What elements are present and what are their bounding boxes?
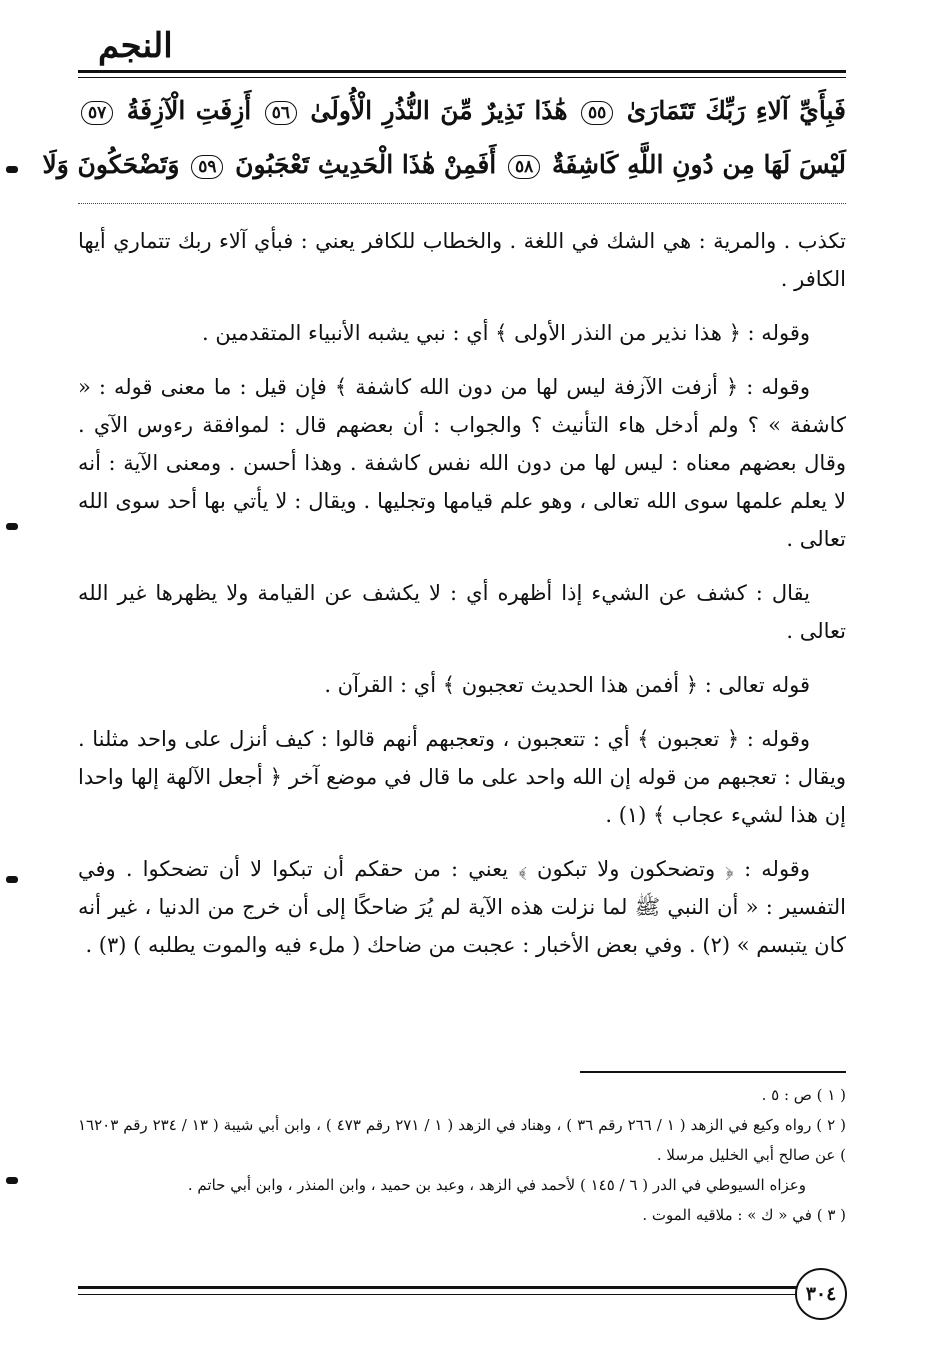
ayah-text: لَيْسَ لَهَا مِن دُونِ اللَّهِ كَاشِفَةٌ	[551, 150, 846, 179]
scan-edge-mark	[6, 523, 18, 530]
paragraph: يقال : كشف عن الشيء إذا أظهره أي : لا يكشف عن القيامة ولا يظهرها غير الله تعالى .	[78, 581, 846, 643]
footer-rule-thick	[78, 1286, 846, 1289]
quran-line-1	[78, 96, 846, 125]
paragraph: وقوله : ﴿ تعجبون ﴾ أي : تتعجبون ، وتعجبهم أنهم قالوا : كيف أنزل على واحد مثلنا . ويقال : تعجبهم من قوله إن الله واحد على ما قال في موضع آخر ﴿ أجعل الآلهة إلها واحدا إن هذا لشيء عجاب ﴾ (١) .	[78, 727, 846, 827]
ayah-number: ٥٦	[265, 101, 297, 125]
header-rule-thick	[78, 70, 846, 73]
ayah-text: فَبِأَيِّ آلاءِ رَبِّكَ تَتَمَارَىٰ	[626, 96, 846, 125]
commentary-body	[78, 222, 846, 964]
ayah-text: أَزِفَتِ الْآزِفَةُ	[126, 96, 252, 125]
header-rule-thin	[78, 77, 846, 78]
footnote: ( ١ ) ص : ٥ .	[761, 1086, 846, 1104]
ayah-text: هَٰذَا نَذِيرٌ مِّنَ النُّذُرِ الْأُولَىٰ	[310, 96, 568, 125]
paragraph: وقوله : ﴿ أزفت الآزفة ليس لها من دون الله كاشفة ﴾ فإن قيل : ما معنى قوله : « كاشفة » ؟ ولم أدخل هاء التأنيث ؟ والجواب : أن بعضهم قال : لموافقة رءوس الآي . وقال بعضهم معناه : ليس لها من دون الله نفس كاشفة . وهذا أحسن . ومعنى الآية : أنه لا يعلم علمها سوى الله تعالى ، وهو علم قيامها وتجليها . ويقال : لا يأتي بها أحد سوى الله تعالى .	[78, 375, 846, 551]
quran-line-2	[42, 150, 846, 179]
paragraph: وقوله : ﴿ وتضحكون ولا تبكون ﴾ يعني : من حقكم أن تبكوا لا أن تضحكوا . وفي التفسير : « أن النبي ﷺ لما نزلت هذه الآية لم يُرَ ضاحكًا إلى أن خرج من الدنيا ، غير أنه كان يتبسم » (٢) . وفي بعض الأخبار : عجبت من ضاحك ( ملء فيه والموت يطلبه ) (٣) .	[78, 857, 846, 957]
footer-rule-thin	[78, 1294, 846, 1295]
ayah-number: ٥٩	[191, 155, 223, 179]
footnotes	[78, 1080, 846, 1230]
ayah-text: وَتَضْحَكُونَ وَلَا	[42, 150, 180, 179]
paragraph: وقوله : ﴿ هذا نذير من النذر الأولى ﴾ أي : نبي يشبه الأنبياء المتقدمين .	[202, 321, 810, 345]
ayah-number: ٥٨	[508, 155, 540, 179]
paragraph: قوله تعالى : ﴿ أفمن هذا الحديث تعجبون ﴾ أي : القرآن .	[324, 673, 810, 697]
scan-edge-mark	[6, 876, 18, 883]
page-number: ٣٠٤	[795, 1268, 847, 1320]
surah-title: النجم	[98, 26, 173, 66]
footnote: ( ٣ ) في « ك » : ملاقيه الموت .	[642, 1206, 846, 1224]
scan-edge-mark	[6, 166, 18, 173]
ayah-number: ٥٧	[81, 101, 113, 125]
scan-edge-mark	[6, 1177, 18, 1184]
quran-separator	[78, 203, 846, 204]
paragraph: تكذب . والمرية : هي الشك في اللغة . والخطاب للكافر يعني : فبأي آلاء ربك تتماري أيها الكافر .	[78, 229, 846, 291]
ayah-text: أَفَمِنْ هَٰذَا الْحَدِيثِ تَعْجَبُونَ	[235, 150, 497, 179]
footnote: ( ٢ ) رواه وكيع في الزهد ( ١ / ٢٦٦ رقم ٣٦ ) ، وهناد في الزهد ( ١ / ٢٧١ رقم ٤٧٣ ) ، وابن أبي شيبة ( ١٣ / ٢٣٤ رقم ١٦٢٠٣ ) عن صالح أبي الخليل مرسلا .	[78, 1116, 847, 1164]
footnote-rule	[580, 1071, 846, 1073]
footnote: وعزاه السيوطي في الدر ( ٦ / ١٤٥ ) لأحمد في الزهد ، وعبد بن حميد ، وابن المنذر ، وابن أبي حاتم .	[187, 1176, 806, 1194]
ayah-number: ٥٥	[581, 101, 613, 125]
